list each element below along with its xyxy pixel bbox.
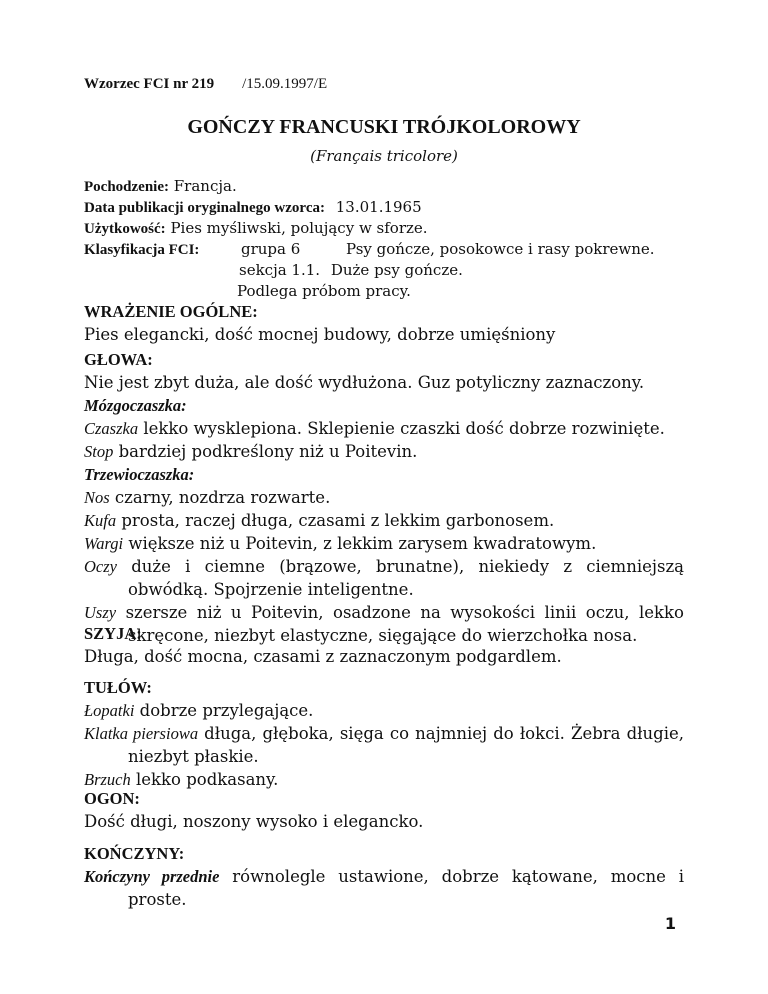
shoulders-text: dobrze przylegające. [134,701,314,720]
ears-text: szersze niż u Poitevin, osadzone na wysokości linii oczu, lekko skręcone, niezbyt elastyczne, sięgające do wierzchołka nosa. [116,603,684,645]
origin-value: Francja. [173,177,237,195]
limbs-heading: KOŃCZYNY: [84,844,185,863]
section-number: sekcja 1.1. [239,261,321,279]
nose-text: czarny, nozdrza rozwarte. [109,488,331,507]
tail-text: Dość długi, noszony wysoko i elegancko. [84,812,424,831]
section-neck [84,622,684,668]
shoulders-line [84,699,684,722]
shoulders-term: Łopatki [84,701,135,720]
body-heading: TUŁÓW: [84,678,152,697]
section-line [239,261,463,279]
eyes-term: Oczy [84,557,117,576]
lips-line [84,532,684,555]
use-line [84,219,428,238]
use-value: Pies myśliwski, polujący w sforze. [170,219,428,237]
eyes-text: duże i ciemne (brązowe, brunatne), niekiedy z ciemniejszą obwódką. Spojrzenie inteligentne. [116,557,684,599]
group-description: Psy gończe, posokowce i rasy pokrewne. [346,240,655,258]
page-number: 1 [664,914,676,933]
skull-heading: Mózgoczaszka: [84,396,187,415]
chest-text: długa, głęboka, sięga co najmniej do łokci. Żebra długie, niezbyt płaskie. [128,724,684,766]
face-heading: Trzewioczaszka: [84,465,195,484]
tail-heading: OGON: [84,789,140,808]
document-header [84,76,327,93]
head-heading: GŁOWA: [84,350,153,369]
group-number: grupa 6 [241,240,301,258]
publication-label: Data publikacji oryginalnego wzorca: [84,200,325,216]
general-heading: WRAŻENIE OGÓLNE: [84,302,258,321]
neck-text: Długa, dość mocna, czasami z zaznaczonym podgardlem. [84,647,562,666]
front-limbs-line [84,865,684,911]
front-limbs-text: równolegle ustawione, dobrze kątowane, mocne i proste. [128,867,685,909]
page-title: GOŃCZY FRANCUSKI TRÓJKOLOROWY [187,116,581,138]
lips-text: większe niż u Poitevin, z lekkim zarysem kwadratowym. [123,534,597,553]
belly-text: lekko podkasany. [130,770,279,789]
chest-term: Klatka piersiowa [84,724,199,743]
classification-line [84,240,655,259]
page-subtitle: (Français tricolore) [310,147,458,165]
skull-line [84,417,684,440]
muzzle-line [84,509,684,532]
section-limbs [84,842,684,911]
chest-line [84,722,684,768]
belly-term: Brzuch [84,770,131,789]
section-tail [84,787,684,833]
skull-term: Czaszka [84,419,139,438]
stop-term: Stop [84,442,114,461]
muzzle-text: prosta, raczej długa, czasami z lekkim garbonosem. [116,511,555,530]
section-body [84,676,684,791]
front-limbs-term: Kończyny przednie [84,867,220,886]
classification-label: Klasyfikacja FCI: [84,242,200,258]
neck-heading: SZYJA: [84,624,142,643]
nose-line [84,486,684,509]
origin-line [84,177,237,196]
eyes-line [84,555,684,601]
working-trial: Podlega próbom pracy. [237,282,411,300]
use-label: Użytkowość: [84,221,166,237]
publication-value: 13.01.1965 [335,198,422,216]
publication-line [84,198,422,217]
standard-date: /15.09.1997/E [242,76,328,92]
section-head [84,348,684,647]
stop-line [84,440,684,463]
stop-text: bardziej podkreślony niż u Poitevin. [113,442,418,461]
lips-term: Wargi [84,534,124,553]
section-general [84,300,684,346]
standard-number: Wzorzec FCI nr 219 [84,76,215,92]
muzzle-term: Kufa [84,511,117,530]
head-text: Nie jest zbyt duża, ale dość wydłużona. Guz potyliczny zaznaczony. [84,373,645,392]
origin-label: Pochodzenie: [84,179,169,195]
section-description: Duże psy gończe. [330,261,463,279]
nose-term: Nos [84,488,110,507]
skull-text: lekko wysklepiona. Sklepienie czaszki dość dobrze rozwinięte. [138,419,665,438]
general-text: Pies elegancki, dość mocnej budowy, dobrze umięśniony [84,325,556,344]
ears-term: Uszy [84,603,117,622]
